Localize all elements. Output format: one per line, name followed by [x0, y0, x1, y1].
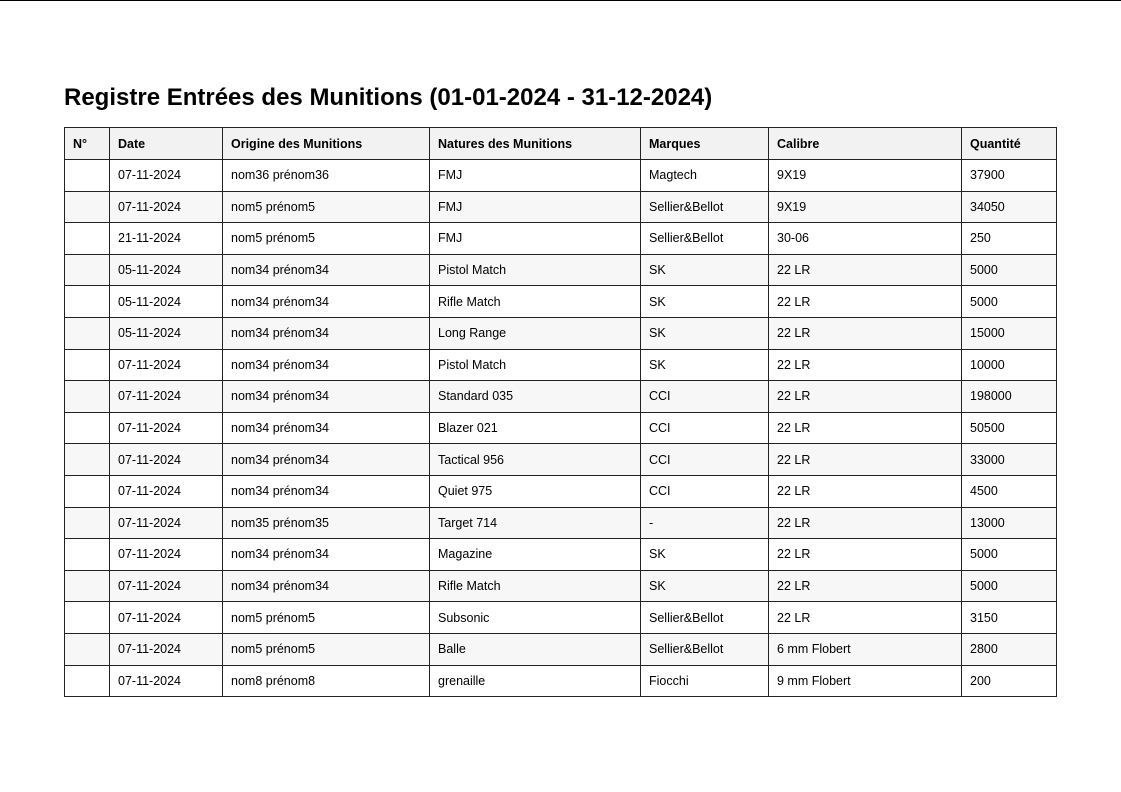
cell-quantity: 10000 [962, 349, 1057, 381]
table-row [65, 286, 1057, 318]
cell-number [65, 539, 110, 571]
cell-date: 07-11-2024 [110, 633, 223, 665]
cell-origin: nom34 prénom34 [223, 349, 430, 381]
cell-nature: Target 714 [430, 507, 641, 539]
table-row [65, 254, 1057, 286]
cell-number [65, 475, 110, 507]
cell-date: 07-11-2024 [110, 539, 223, 571]
table-row [65, 539, 1057, 571]
document-title: Registre Entrées des Munitions (01-01-2024 - 31-12-2024) [64, 84, 713, 111]
cell-origin: nom5 prénom5 [223, 191, 430, 223]
cell-nature: Long Range [430, 317, 641, 349]
cell-caliber: 22 LR [769, 286, 962, 318]
page-top-border [0, 0, 1121, 1]
cell-brand: Sellier&Bellot [641, 602, 769, 634]
cell-origin: nom34 prénom34 [223, 286, 430, 318]
cell-date: 07-11-2024 [110, 570, 223, 602]
cell-quantity: 5000 [962, 539, 1057, 571]
cell-number [65, 633, 110, 665]
cell-brand: SK [641, 254, 769, 286]
cell-quantity: 5000 [962, 254, 1057, 286]
cell-caliber: 22 LR [769, 349, 962, 381]
cell-caliber: 22 LR [769, 570, 962, 602]
cell-brand: Magtech [641, 160, 769, 192]
cell-quantity: 3150 [962, 602, 1057, 634]
column-header-nature: Natures des Munitions [430, 128, 641, 160]
cell-caliber: 22 LR [769, 444, 962, 476]
cell-number [65, 223, 110, 255]
cell-nature: Subsonic [430, 602, 641, 634]
cell-nature: FMJ [430, 160, 641, 192]
cell-quantity: 33000 [962, 444, 1057, 476]
cell-date: 05-11-2024 [110, 286, 223, 318]
table-row [65, 570, 1057, 602]
cell-nature: grenaille [430, 665, 641, 697]
cell-origin: nom34 prénom34 [223, 412, 430, 444]
cell-date: 07-11-2024 [110, 412, 223, 444]
column-header-quantity: Quantité [962, 128, 1057, 160]
cell-nature: Magazine [430, 539, 641, 571]
table-row [65, 665, 1057, 697]
cell-quantity: 2800 [962, 633, 1057, 665]
cell-origin: nom8 prénom8 [223, 665, 430, 697]
cell-quantity: 5000 [962, 286, 1057, 318]
cell-brand: Fiocchi [641, 665, 769, 697]
table-row [65, 381, 1057, 413]
cell-number [65, 665, 110, 697]
cell-origin: nom34 prénom34 [223, 539, 430, 571]
table-header [65, 128, 1057, 160]
cell-date: 07-11-2024 [110, 349, 223, 381]
cell-nature: Pistol Match [430, 349, 641, 381]
cell-number [65, 570, 110, 602]
cell-date: 07-11-2024 [110, 191, 223, 223]
column-header-brand: Marques [641, 128, 769, 160]
cell-number [65, 160, 110, 192]
cell-brand: Sellier&Bellot [641, 223, 769, 255]
cell-date: 07-11-2024 [110, 665, 223, 697]
cell-caliber: 9X19 [769, 191, 962, 223]
table-row [65, 160, 1057, 192]
cell-caliber: 6 mm Flobert [769, 633, 962, 665]
cell-date: 07-11-2024 [110, 602, 223, 634]
cell-origin: nom36 prénom36 [223, 160, 430, 192]
cell-number [65, 507, 110, 539]
cell-nature: FMJ [430, 223, 641, 255]
cell-brand: CCI [641, 412, 769, 444]
table-row [65, 191, 1057, 223]
column-header-caliber: Calibre [769, 128, 962, 160]
cell-origin: nom34 prénom34 [223, 475, 430, 507]
cell-quantity: 37900 [962, 160, 1057, 192]
cell-number [65, 286, 110, 318]
cell-origin: nom34 prénom34 [223, 381, 430, 413]
cell-quantity: 34050 [962, 191, 1057, 223]
cell-number [65, 444, 110, 476]
cell-quantity: 13000 [962, 507, 1057, 539]
cell-brand: CCI [641, 444, 769, 476]
cell-date: 07-11-2024 [110, 507, 223, 539]
cell-caliber: 22 LR [769, 475, 962, 507]
column-header-number: N° [65, 128, 110, 160]
cell-caliber: 22 LR [769, 507, 962, 539]
column-header-date: Date [110, 128, 223, 160]
table-row [65, 507, 1057, 539]
cell-quantity: 200 [962, 665, 1057, 697]
cell-nature: Blazer 021 [430, 412, 641, 444]
cell-date: 07-11-2024 [110, 444, 223, 476]
table-body [65, 160, 1057, 697]
cell-quantity: 198000 [962, 381, 1057, 413]
cell-caliber: 22 LR [769, 254, 962, 286]
table-row [65, 444, 1057, 476]
table-row [65, 317, 1057, 349]
cell-nature: Rifle Match [430, 570, 641, 602]
cell-date: 07-11-2024 [110, 160, 223, 192]
cell-number [65, 412, 110, 444]
cell-date: 05-11-2024 [110, 254, 223, 286]
cell-brand: Sellier&Bellot [641, 633, 769, 665]
cell-brand: SK [641, 317, 769, 349]
cell-origin: nom34 prénom34 [223, 444, 430, 476]
table-row [65, 412, 1057, 444]
cell-date: 07-11-2024 [110, 381, 223, 413]
cell-quantity: 15000 [962, 317, 1057, 349]
cell-brand: - [641, 507, 769, 539]
column-header-origin: Origine des Munitions [223, 128, 430, 160]
cell-origin: nom34 prénom34 [223, 254, 430, 286]
cell-number [65, 317, 110, 349]
cell-number [65, 602, 110, 634]
cell-caliber: 22 LR [769, 539, 962, 571]
cell-origin: nom35 prénom35 [223, 507, 430, 539]
cell-brand: SK [641, 286, 769, 318]
cell-caliber: 22 LR [769, 317, 962, 349]
cell-date: 21-11-2024 [110, 223, 223, 255]
cell-quantity: 5000 [962, 570, 1057, 602]
cell-brand: SK [641, 349, 769, 381]
cell-brand: SK [641, 570, 769, 602]
cell-origin: nom34 prénom34 [223, 317, 430, 349]
cell-brand: Sellier&Bellot [641, 191, 769, 223]
cell-brand: SK [641, 539, 769, 571]
cell-number [65, 349, 110, 381]
cell-caliber: 22 LR [769, 602, 962, 634]
cell-caliber: 22 LR [769, 381, 962, 413]
table-row [65, 475, 1057, 507]
cell-caliber: 22 LR [769, 412, 962, 444]
cell-nature: Standard 035 [430, 381, 641, 413]
cell-number [65, 381, 110, 413]
cell-origin: nom5 prénom5 [223, 223, 430, 255]
cell-origin: nom5 prénom5 [223, 633, 430, 665]
table-row [65, 349, 1057, 381]
cell-nature: Tactical 956 [430, 444, 641, 476]
cell-date: 05-11-2024 [110, 317, 223, 349]
table-row [65, 223, 1057, 255]
cell-number [65, 254, 110, 286]
cell-caliber: 9 mm Flobert [769, 665, 962, 697]
cell-caliber: 30-06 [769, 223, 962, 255]
cell-caliber: 9X19 [769, 160, 962, 192]
cell-date: 07-11-2024 [110, 475, 223, 507]
cell-nature: Pistol Match [430, 254, 641, 286]
cell-origin: nom5 prénom5 [223, 602, 430, 634]
cell-quantity: 4500 [962, 475, 1057, 507]
table-row [65, 602, 1057, 634]
ammunition-register-table [64, 127, 1057, 697]
cell-quantity: 250 [962, 223, 1057, 255]
cell-brand: CCI [641, 381, 769, 413]
cell-number [65, 191, 110, 223]
cell-origin: nom34 prénom34 [223, 570, 430, 602]
cell-nature: Quiet 975 [430, 475, 641, 507]
table-header-row [65, 128, 1057, 160]
cell-quantity: 50500 [962, 412, 1057, 444]
cell-nature: Balle [430, 633, 641, 665]
cell-nature: Rifle Match [430, 286, 641, 318]
cell-nature: FMJ [430, 191, 641, 223]
cell-brand: CCI [641, 475, 769, 507]
table-row [65, 633, 1057, 665]
